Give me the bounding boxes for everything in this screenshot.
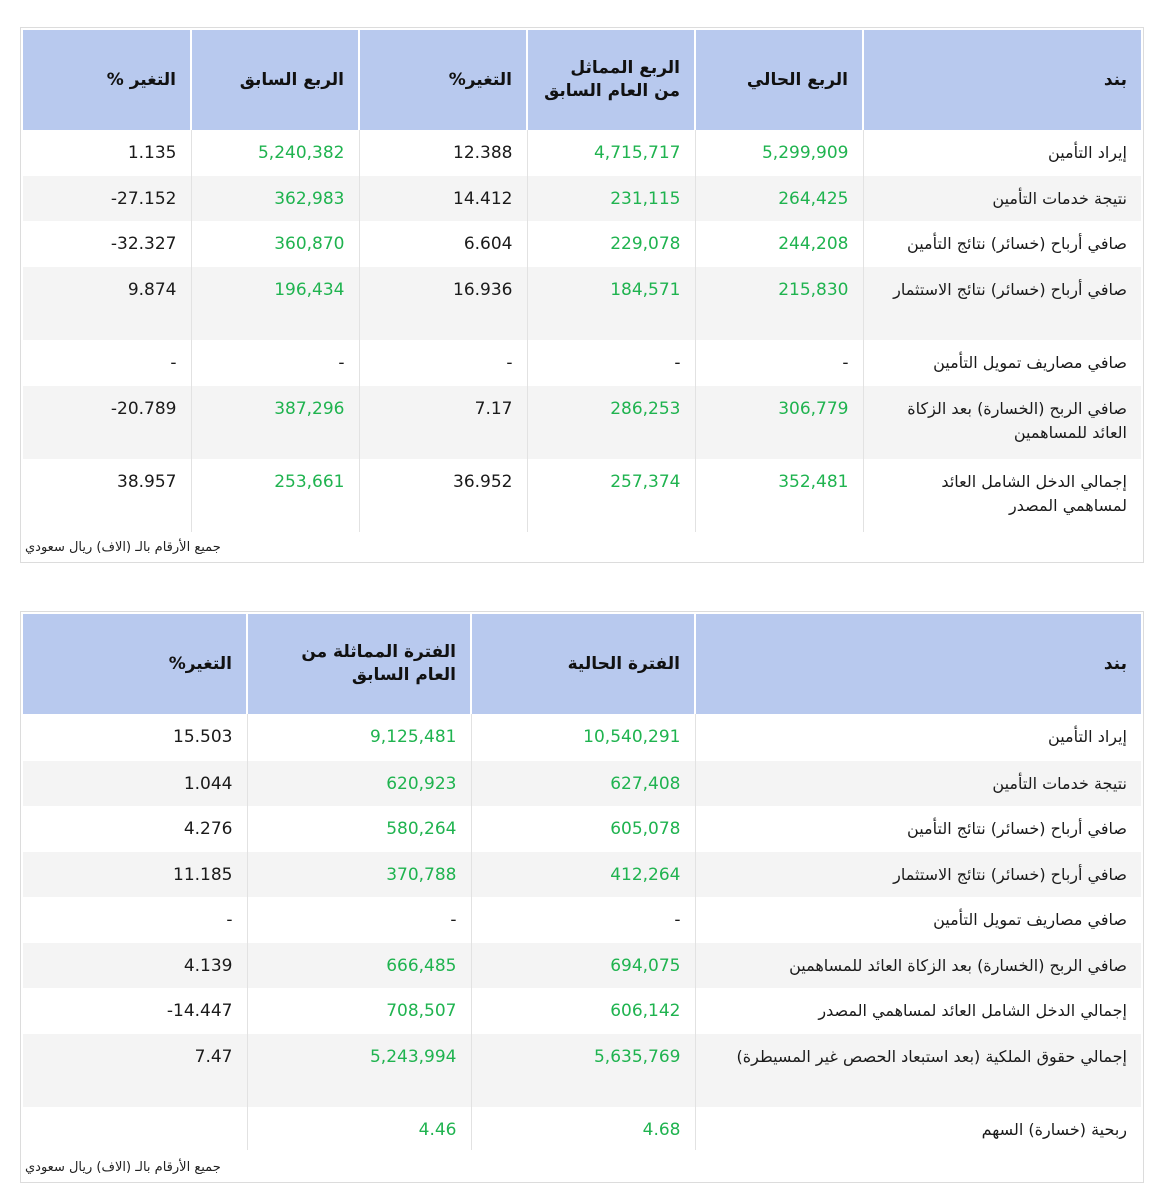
current-value: 412,264 xyxy=(471,852,695,897)
same-last-year-value: 9,125,481 xyxy=(247,714,471,761)
same-last-year-value: 229,078 xyxy=(527,221,695,267)
current-value: 627,408 xyxy=(471,761,695,806)
table-row xyxy=(23,943,1141,988)
header-change-yoy: التغير% xyxy=(359,30,527,130)
current-value: 694,075 xyxy=(471,943,695,988)
previous-value: 387,296 xyxy=(191,386,359,459)
change-value: 4.276 xyxy=(23,806,247,852)
table-row xyxy=(23,386,1141,459)
previous-value: 196,434 xyxy=(191,267,359,340)
change-value: - xyxy=(23,897,247,943)
same-last-year-value: 231,115 xyxy=(527,176,695,221)
same-last-year-value: 286,253 xyxy=(527,386,695,459)
change-yoy-value: - xyxy=(359,340,527,386)
table-row xyxy=(23,852,1141,897)
current-value: 606,142 xyxy=(471,988,695,1034)
row-item: إيراد التأمين xyxy=(695,714,1141,761)
change-qoq-value: 27.152- xyxy=(23,176,191,221)
row-item: إجمالي الدخل الشامل العائد لمساهمي المصدر xyxy=(695,988,1141,1034)
quarterly-results-panel xyxy=(20,27,1144,563)
table-row xyxy=(23,761,1141,806)
row-item: إجمالي حقوق الملكية (بعد استبعاد الحصص غير المسيطرة) xyxy=(695,1034,1141,1107)
change-value: 7.47 xyxy=(23,1034,247,1107)
previous-value: 253,661 xyxy=(191,459,359,532)
table-row xyxy=(23,1107,1141,1150)
row-item: إيراد التأمين xyxy=(863,130,1141,176)
table-row xyxy=(23,459,1141,532)
period-results-panel xyxy=(20,611,1144,1183)
change-yoy-value: 12.388 xyxy=(359,130,527,176)
change-yoy-value: 14.412 xyxy=(359,176,527,221)
previous-value: - xyxy=(191,340,359,386)
current-value: 306,779 xyxy=(695,386,863,459)
current-value: 10,540,291 xyxy=(471,714,695,761)
change-value: 4.139 xyxy=(23,943,247,988)
header-current-period: الفترة الحالية xyxy=(471,614,695,714)
table-row xyxy=(23,806,1141,852)
change-value: 14.447- xyxy=(23,988,247,1034)
current-value: 605,078 xyxy=(471,806,695,852)
same-last-year-value: 580,264 xyxy=(247,806,471,852)
quarterly-results-table xyxy=(23,30,1141,532)
row-item: صافي مصاريف تمويل التأمين xyxy=(863,340,1141,386)
change-qoq-value: 32.327- xyxy=(23,221,191,267)
current-value: 5,299,909 xyxy=(695,130,863,176)
change-yoy-value: 16.936 xyxy=(359,267,527,340)
same-last-year-value: 370,788 xyxy=(247,852,471,897)
header-same-period-last-year: الفترة المماثلة من العام السابق xyxy=(247,614,471,714)
change-qoq-value: - xyxy=(23,340,191,386)
change-yoy-value: 6.604 xyxy=(359,221,527,267)
currency-footnote: جميع الأرقام بالـ (الاف) ريال سعودي xyxy=(25,540,221,555)
row-item: صافي مصاريف تمويل التأمين xyxy=(695,897,1141,943)
change-qoq-value: 20.789- xyxy=(23,386,191,459)
header-item: بند xyxy=(863,30,1141,130)
change-qoq-value: 9.874 xyxy=(23,267,191,340)
row-item: نتيجة خدمات التأمين xyxy=(695,761,1141,806)
period-results-table xyxy=(23,614,1141,1150)
header-item: بند xyxy=(695,614,1141,714)
row-item: صافي أرباح (خسائر) نتائج التأمين xyxy=(695,806,1141,852)
table-row xyxy=(23,897,1141,943)
same-last-year-value: 620,923 xyxy=(247,761,471,806)
same-last-year-value: 5,243,994 xyxy=(247,1034,471,1107)
row-item: نتيجة خدمات التأمين xyxy=(863,176,1141,221)
row-item: صافي أرباح (خسائر) نتائج التأمين xyxy=(863,221,1141,267)
current-value: 215,830 xyxy=(695,267,863,340)
header-previous-quarter: الربع السابق xyxy=(191,30,359,130)
table-row xyxy=(23,176,1141,221)
change-value: 1.044 xyxy=(23,761,247,806)
same-last-year-value: 184,571 xyxy=(527,267,695,340)
change-qoq-value: 38.957 xyxy=(23,459,191,532)
header-change-qoq: التغير % xyxy=(23,30,191,130)
currency-footnote: جميع الأرقام بالـ (الاف) ريال سعودي xyxy=(25,1160,221,1175)
same-last-year-value: - xyxy=(527,340,695,386)
header-current-quarter: الربع الحالي xyxy=(695,30,863,130)
same-last-year-value: 4,715,717 xyxy=(527,130,695,176)
change-yoy-value: 7.17 xyxy=(359,386,527,459)
change-value: 15.503 xyxy=(23,714,247,761)
same-last-year-value: 4.46 xyxy=(247,1107,471,1150)
table-row xyxy=(23,221,1141,267)
header-same-quarter-last-year: الربع المماثل من العام السابق xyxy=(527,30,695,130)
change-yoy-value: 36.952 xyxy=(359,459,527,532)
current-value: - xyxy=(471,897,695,943)
row-item: ربحية (خسارة) السهم xyxy=(695,1107,1141,1150)
table-row xyxy=(23,988,1141,1034)
row-item: صافي أرباح (خسائر) نتائج الاستثمار xyxy=(863,267,1141,340)
current-value: 4.68 xyxy=(471,1107,695,1150)
same-last-year-value: 666,485 xyxy=(247,943,471,988)
current-value: 5,635,769 xyxy=(471,1034,695,1107)
table-header-row xyxy=(23,30,1141,130)
change-value xyxy=(23,1107,247,1150)
header-change: التغير% xyxy=(23,614,247,714)
row-item: إجمالي الدخل الشامل العائد لمساهمي المصدر xyxy=(863,459,1141,532)
current-value: - xyxy=(695,340,863,386)
row-item: صافي الربح (الخسارة) بعد الزكاة العائد للمساهمين xyxy=(863,386,1141,459)
same-last-year-value: 257,374 xyxy=(527,459,695,532)
table-row xyxy=(23,714,1141,761)
change-qoq-value: 1.135 xyxy=(23,130,191,176)
row-item: صافي الربح (الخسارة) بعد الزكاة العائد للمساهمين xyxy=(695,943,1141,988)
previous-value: 360,870 xyxy=(191,221,359,267)
previous-value: 362,983 xyxy=(191,176,359,221)
row-item: صافي أرباح (خسائر) نتائج الاستثمار xyxy=(695,852,1141,897)
current-value: 264,425 xyxy=(695,176,863,221)
current-value: 352,481 xyxy=(695,459,863,532)
table-header-row xyxy=(23,614,1141,714)
table-row xyxy=(23,1034,1141,1107)
same-last-year-value: 708,507 xyxy=(247,988,471,1034)
change-value: 11.185 xyxy=(23,852,247,897)
previous-value: 5,240,382 xyxy=(191,130,359,176)
table-row xyxy=(23,340,1141,386)
table-row xyxy=(23,267,1141,340)
current-value: 244,208 xyxy=(695,221,863,267)
table-row xyxy=(23,130,1141,176)
same-last-year-value: - xyxy=(247,897,471,943)
